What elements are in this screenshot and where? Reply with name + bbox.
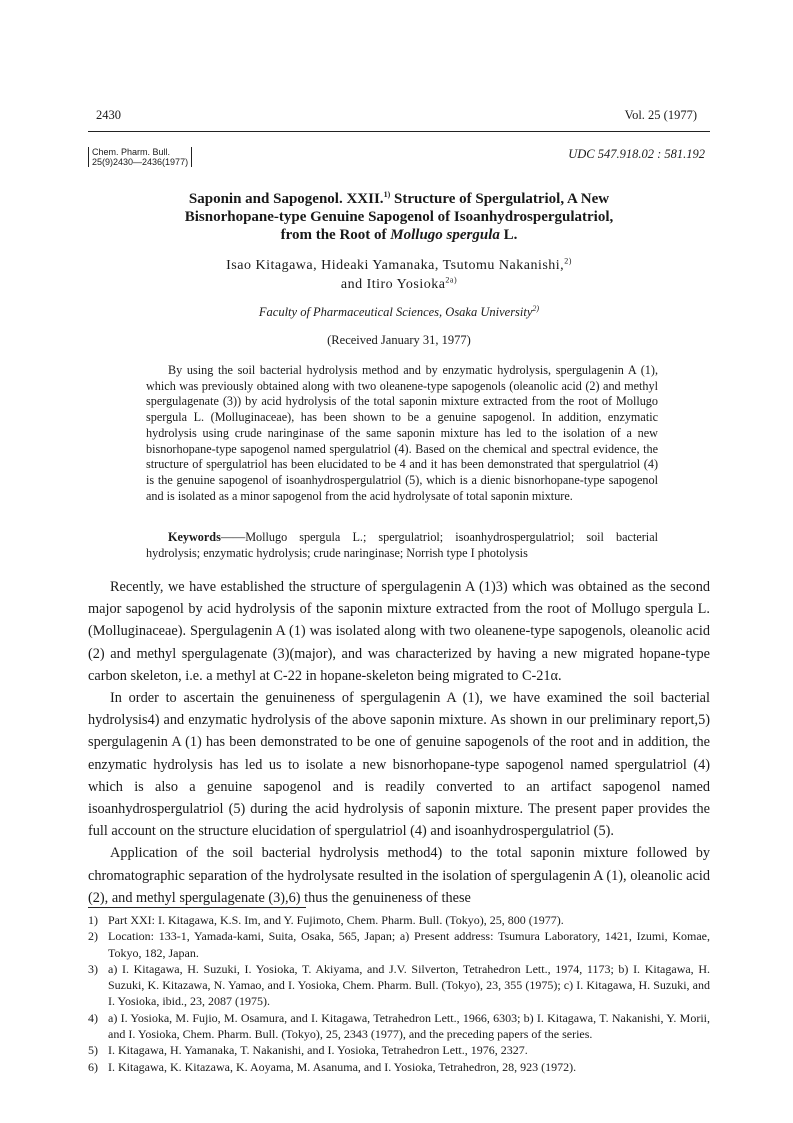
footnote: 6) I. Kitagawa, K. Kitazawa, K. Aoyama, M. Asanuma, and I. Yosioka, Tetrahedron, 28, 923 (1972). [88,1059,577,1074]
title-line-2: Bisnorhopane-type Genuine Sapogenol of Isoanhydrospergulatriol, [184,209,614,225]
citation-box [88,147,192,167]
affiliation: Faculty of Pharmaceutical Sciences, Osaka University$^{2)}$ [258,303,540,319]
body-paragraph-3: Application of the soil bacterial hydrolysis method4) to the total saponin mixture followed by chromatographic separation of the hydrolysate resulted in the isolation of spergulagenin A (1), oleanolic acid (2), and methyl spergulagenate (3),6) thus the genuineness of these [88,845,710,906]
page-number: 2430 [96,108,121,122]
abstract-text: By using the soil bacterial hydrolysis method and by enzymatic hydrolysis, spergulagenin A (1), which was previously obtained along with two oleanene-type sapogenols (oleanolic acid (2) and methyl spergulagenate (3)) by acid hydrolysis of the total saponin mixture extracted from the root of Mollugo spergula L. (Molluginaceae), has been shown to be a genuine sapogenol. In addition, enzymatic hydrolysis using crude naringinase of the same saponin mixture has led to the isolation of a new bisnorhopane-type sapogenol named spergulatriol (4). Based on the chemical and spectral evidence, the structure of spergulatriol has been elucidated to be 4 and it has been demonstrated that spergulatriol (4) is the genuine sapogenol of isoanhydrospergulatriol (5), which is a dienic bisnorhopane-type sapogenol and is isolated as a minor sapogenol from the acid hydrolysate of total saponin mixture. [146,363,658,503]
footnote: 5) I. Kitagawa, H. Yamanaka, T. Nakanishi, and I. Yosioka, Tetrahedron Lett., 1976, 2327. [88,1043,528,1058]
footnotes [88,912,710,1075]
citation-journal: Chem. Pharm. Bull. [92,147,171,157]
paper-title [88,190,710,244]
citation-pages: 25(9)2430—2436(1977) [92,157,189,167]
title-line-1: Saponin and Sapogenol. XXII.$^{1)}$ Structure of Spergulatriol, A New [188,190,610,207]
title-line-3: from the Root of Mollugo spergula L. [280,227,518,243]
footnote: 1) Part XXI: I. Kitagawa, K.S. Im, and Y. Fujimoto, Chem. Pharm. Bull. (Tokyo), 25, 800 (1977). [88,913,564,927]
udc-code: UDC 547.918.02 : 581.192 [568,147,705,161]
footnote-rule [88,907,306,908]
body-text [88,576,710,909]
keywords-text: ——Mollugo spergula L.; spergulatriol; isoanhydrospergulatriol; soil bacterial hydrolysis; enzymatic hydrolysis; crude naringinase; Norrish type I photolysis [146,530,658,560]
footnote: 4) a) I. Yosioka, M. Fujio, M. Osamura, and I. Kitagawa, Tetrahedron Lett., 1966, 6303; b) I. Kitagawa, T. Nakanishi, Y. Morii, and I. Yosioka, Chem. Pharm. Bull. (Tokyo), 25, 2343 (1977), and the preceding papers of the series. [88,1010,710,1042]
abstract [146,363,658,504]
volume-label: Vol. 25 (1977) [624,108,697,122]
header-rule [88,131,710,132]
authors-line-1: Isao Kitagawa, Hideaki Yamanaka, Tsutomu Nakanishi,$^{2)}$ [226,256,572,273]
footnote: 3) a) I. Kitagawa, H. Suzuki, I. Yosioka, T. Akiyama, and J.V. Silverton, Tetrahedron Lett., 1974, 1173; b) I. Kitagawa, H. Suzuki, K. Kitazawa, N. Yamao, and I. Yosioka, Chem. Pharm. Bull. (Tokyo), 23, 355 (1975); c) I. Kitagawa, H. Suzuki, and I. Yosioka, ibid., 23, 2087 (1975). [88,961,710,1009]
body-paragraph-1: Recently, we have established the structure of spergulagenin A (1)3) which was obtained as the second major sapogenol by acid hydrolysis of the saponin mixture extracted from the root of Mollugo spergula L. (Molluginaceae). Spergulagenin A (1) was isolated along with two oleanene-type sapogenols, oleanolic acid (2) and methyl spergulagenate (3)(major), and was characterized by having a new migrated hopane-type carbon skeleton, i.e. a methyl at C-22 in hopane-skeleton being migrated to C-21α. [88,579,710,684]
keywords [146,530,658,561]
authors [88,256,710,294]
keywords-label: Keywords [168,530,221,544]
body-paragraph-2: In order to ascertain the genuineness of spergulagenin A (1), we have examined the soil bacterial hydrolysis4) and enzymatic hydrolysis of the above saponin mixture. As shown in our preliminary report,5) spergulagenin A (1) has been demonstrated to be one of genuine sapogenols of the root and in addition, the enzymatic hydrolysis has led us to isolate a new bisnorhopane-type sapogenol named spergulatriol (4) which is also a genuine sapogenol and is readily converted to an artifact sapogenol named isoanhydrospergulatriol (5) during the acid hydrolysis of saponin mixture. The present paper provides the full account on the structure elucidation of spergulatriol (4) and isoanhydrospergulatriol (5). [88,690,710,840]
footnote: 2) Location: 133-1, Yamada-kami, Suita, Osaka, 565, Japan; a) Present address: Tsumura Laboratory, 1421, Izumi, Komae, Tokyo, 182, Japan. [88,929,710,960]
authors-line-2: and Itiro Yosioka$^{2a)}$ [340,275,458,292]
received-date: (Received January 31, 1977) [327,333,471,347]
